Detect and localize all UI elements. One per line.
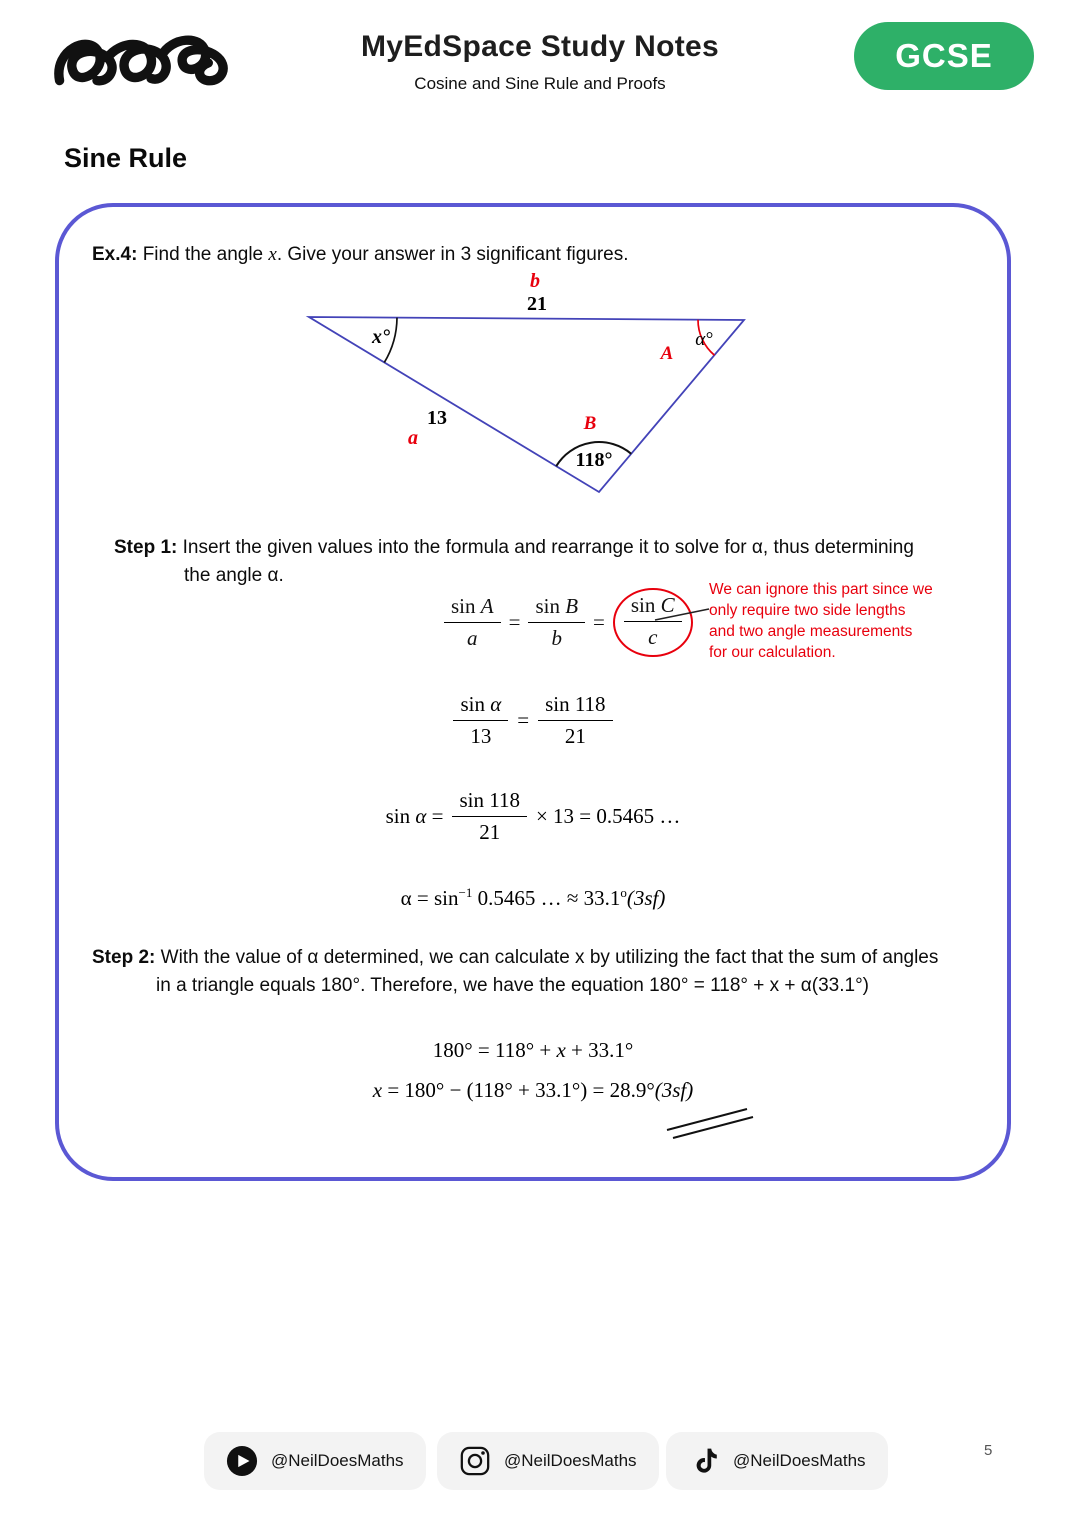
num-sin118: sin 118 xyxy=(452,788,526,817)
sin-fn: sin xyxy=(460,691,485,716)
side-a-label: a xyxy=(408,427,418,449)
equals-sign: = xyxy=(508,609,521,634)
note-line: We can ignore this part since we xyxy=(709,581,933,598)
step2-label: Step 2: xyxy=(92,947,156,968)
sig-fig-note: (3sf) xyxy=(654,1078,694,1102)
side-b-label: b xyxy=(530,270,540,292)
answer-underline-slashes xyxy=(663,1100,755,1142)
var-b: b xyxy=(551,625,562,650)
eq1-pre: 180° = 118° + xyxy=(432,1038,557,1062)
var-x: x xyxy=(372,1078,383,1102)
lhs-sin-alpha xyxy=(386,804,444,829)
note-line: and two angle measurements xyxy=(709,623,913,640)
youtube-badge[interactable] xyxy=(204,1432,426,1490)
var-x: x xyxy=(556,1038,566,1062)
var-C: C xyxy=(660,592,675,617)
angle-x-label: x° xyxy=(372,326,390,348)
equation-solve-sin-alpha xyxy=(59,783,1007,849)
example-box xyxy=(55,203,1011,1181)
side-b-value: 21 xyxy=(527,293,547,315)
den-21: 21 xyxy=(564,723,586,748)
equals-sign: = xyxy=(426,803,444,828)
var-c: c xyxy=(648,624,658,649)
degree-sup: o xyxy=(620,885,627,900)
section-title: Sine Rule xyxy=(64,143,188,173)
den-13: 13 xyxy=(470,723,492,748)
frac-sin118-21 xyxy=(452,788,526,845)
instagram-handle: @NeilDoesMaths xyxy=(504,1451,637,1470)
youtube-icon xyxy=(226,1445,258,1477)
equals-sign: = xyxy=(517,707,530,732)
step1-line1: Insert the given values into the formula and rearrange it to solve for α, thus determining xyxy=(182,537,914,558)
eq1-post: + 33.1° xyxy=(565,1038,634,1062)
inverse-sup: −1 xyxy=(458,885,473,900)
instagram-icon xyxy=(459,1445,491,1477)
step2-paragraph xyxy=(92,944,1004,1000)
tiktok-handle: @NeilDoesMaths xyxy=(733,1451,866,1470)
note-line: only require two side lengths xyxy=(709,602,906,619)
eq2-mid: = 180° − (118° + 33.1°) = 28.9° xyxy=(382,1078,655,1102)
num-sin118: sin 118 xyxy=(538,692,612,721)
sin-fn: sin xyxy=(451,593,476,618)
alpha-result-text xyxy=(401,885,666,911)
var-A: A xyxy=(480,593,494,618)
final-answer-text xyxy=(373,1078,694,1103)
sin-fn: sin xyxy=(535,593,560,618)
note-line: for our calculation. xyxy=(709,644,836,661)
angle-sum-text xyxy=(433,1038,634,1063)
step2-line1: With the value of α determined, we can calculate x by utilizing the fact that the sum of angles xyxy=(160,947,939,968)
var-a: a xyxy=(467,625,478,650)
vertex-B-label: B xyxy=(583,413,597,434)
equation-final-answer xyxy=(59,1078,1007,1103)
var-alpha: α xyxy=(490,691,502,716)
angle-B-value: 118° xyxy=(575,449,613,471)
tiktok-badge[interactable] xyxy=(666,1432,888,1490)
equation-angle-sum xyxy=(59,1038,1007,1063)
example-text-2: . Give your answer in 3 significant figures. xyxy=(276,244,629,265)
frac-sinB-b xyxy=(528,594,585,651)
doc-subtitle: Cosine and Sine Rule and Proofs xyxy=(414,74,666,93)
ignore-note xyxy=(709,579,933,663)
var-B: B xyxy=(565,593,579,618)
vertex-A-label: A xyxy=(660,343,674,364)
rhs-times-13: × 13 = 0.5465 … xyxy=(535,803,681,828)
var-alpha: α xyxy=(415,803,427,828)
gcse-badge: GCSE xyxy=(854,22,1034,90)
equation-substituted xyxy=(59,687,1007,753)
sin-fn: sin xyxy=(630,592,656,617)
alpha-lead: α = sin xyxy=(400,886,459,910)
step1-label: Step 1: xyxy=(114,537,178,558)
equation-alpha-result xyxy=(59,885,1007,911)
example-x-var: x xyxy=(268,244,277,265)
note-pointer-line xyxy=(651,603,713,625)
den-21: 21 xyxy=(479,819,501,844)
triangle-figure xyxy=(281,257,781,502)
step1-line2: the angle α. xyxy=(184,565,284,586)
sig-fig-note: (3sf) xyxy=(626,886,666,910)
angle-alpha-label: α° xyxy=(695,329,713,350)
youtube-handle: @NeilDoesMaths xyxy=(271,1451,404,1470)
frac-sin118-21 xyxy=(538,692,612,749)
alpha-mid: 0.5465 … ≈ 33.1 xyxy=(472,886,621,910)
instagram-badge[interactable] xyxy=(437,1432,659,1490)
doc-title: MyEdSpace Study Notes xyxy=(360,30,720,63)
example-text-1: Find the angle xyxy=(137,244,269,265)
tiktok-icon xyxy=(688,1445,720,1477)
sin-fn: sin xyxy=(385,803,411,828)
equals-sign: = xyxy=(593,609,605,634)
example-label: Ex.4: xyxy=(92,244,138,265)
frac-sinalpha-13 xyxy=(453,692,508,749)
page-number: 5 xyxy=(984,1442,993,1459)
step2-line2: in a triangle equals 180°. Therefore, we have the equation 180° = 118° + x + α(33.1°) xyxy=(156,975,870,996)
side-a-value: 13 xyxy=(427,407,447,429)
frac-sinA-a xyxy=(444,594,501,651)
